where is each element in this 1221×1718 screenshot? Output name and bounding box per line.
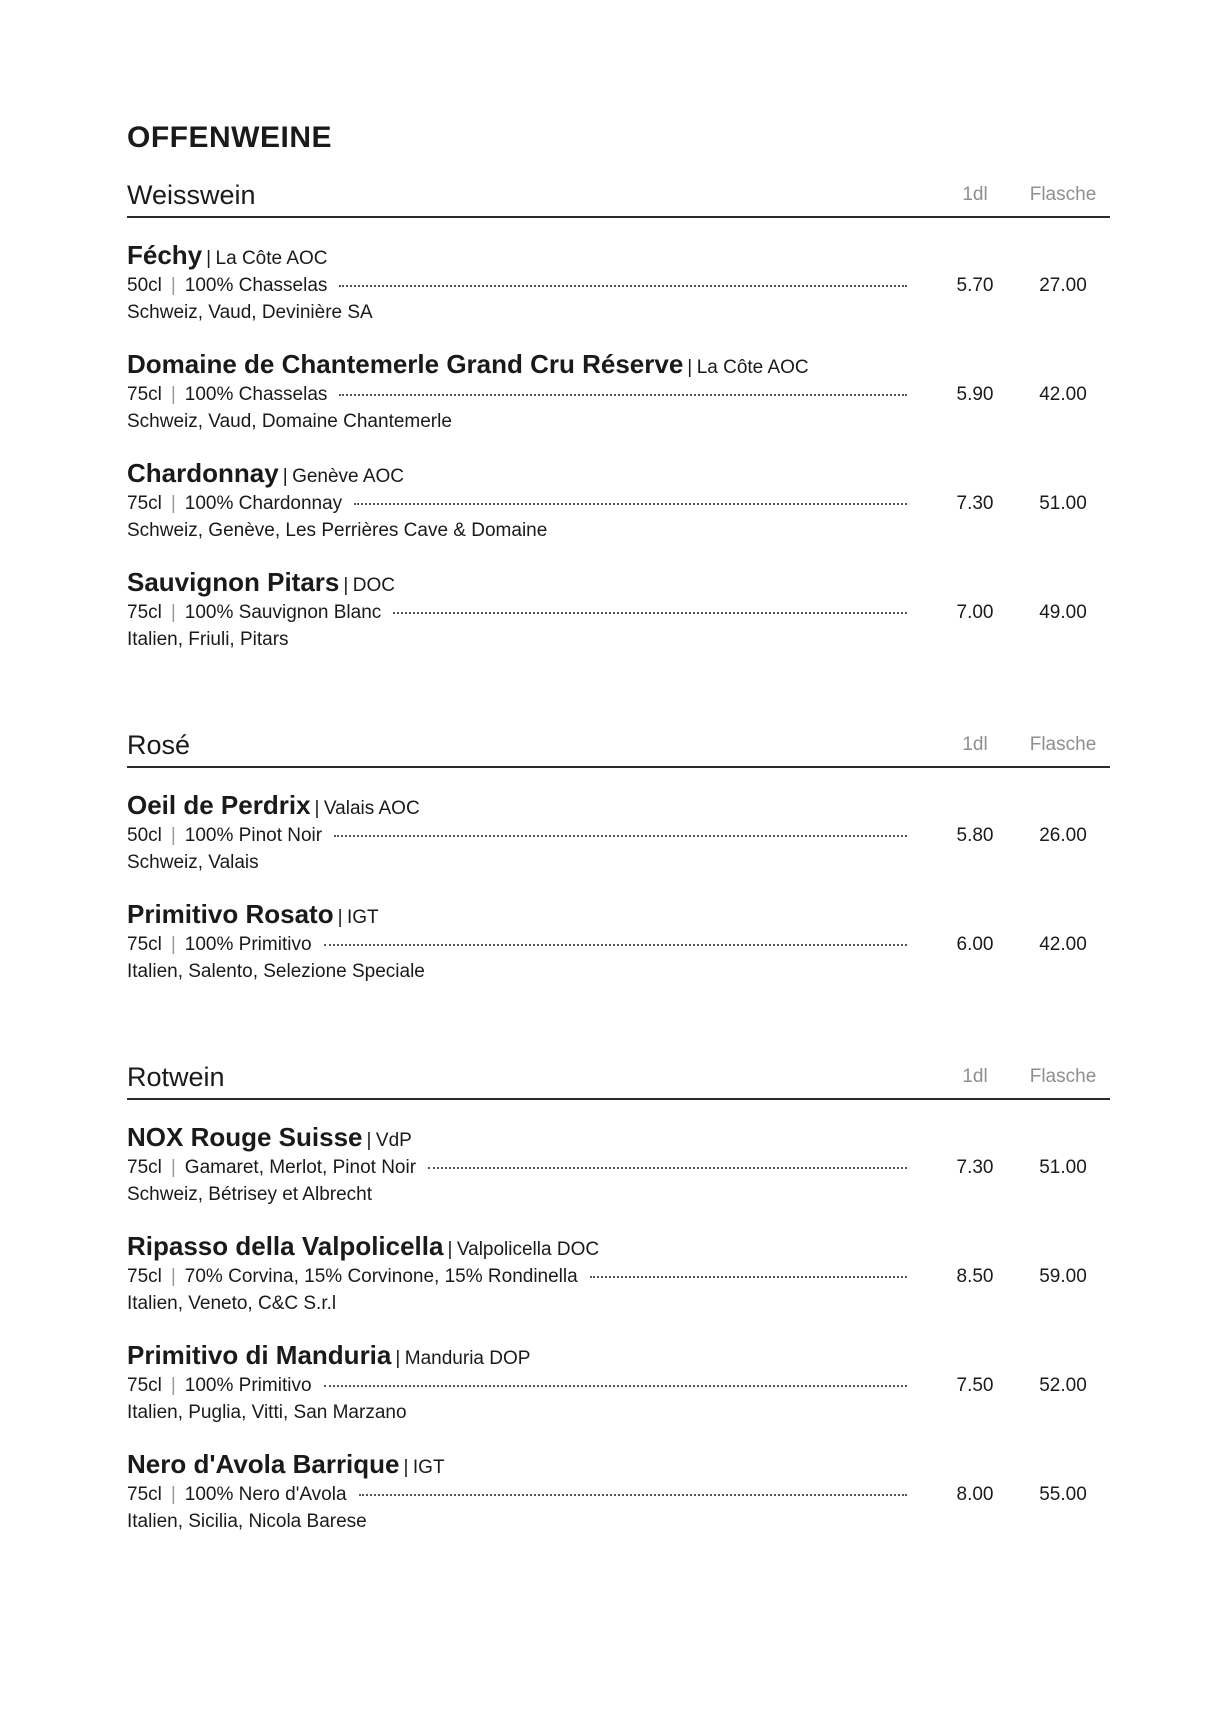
wine-appellation: IGT [346,907,379,928]
column-header-1dl: 1dl [962,734,988,755]
wine-volume: 50cl [127,275,162,296]
wine-volume: 75cl [127,1266,162,1287]
wine-name-line [127,1447,1110,1481]
wine-detail-left [127,599,907,626]
wine-detail-left [127,822,907,849]
price-flasche: 49.00 [1039,602,1087,623]
wine-entry [127,238,1110,347]
price-1dl: 8.50 [956,1266,994,1287]
wine-list [127,1100,1110,1556]
wine-detail-left [127,931,907,958]
column-header-flasche: Flasche [1029,1066,1097,1087]
wine-grapes: 70% Corvina, 15% Corvinone, 15% Rondinella [184,1266,578,1287]
price-1dl: 5.90 [956,384,994,405]
column-header-1dl: 1dl [962,184,988,205]
wine-name: Sauvignon Pitars [127,567,340,597]
wine-name-line [127,456,1110,490]
wine-appellation: VdP [375,1130,412,1151]
wine-volume: 75cl [127,384,162,405]
wine-grapes: Gamaret, Merlot, Pinot Noir [184,1157,417,1178]
wine-grapes: 100% Nero d'Avola [184,1484,347,1505]
wine-section [127,172,1110,674]
wine-appellation: Genève AOC [292,466,405,487]
wine-origin: Schweiz, Bétrisey et Albrecht [127,1184,372,1205]
wine-appellation: La Côte AOC [696,357,809,378]
wine-volume: 75cl [127,1157,162,1178]
price-1dl: 5.70 [956,275,994,296]
wine-volume: 50cl [127,825,162,846]
appellation-separator: | [282,466,288,487]
detail-separator: | [170,1266,176,1287]
wine-name-line [127,238,1110,272]
wine-origin: Schweiz, Vaud, Devinière SA [127,302,373,323]
price-1dl: 5.80 [956,825,994,846]
wine-name: Féchy [127,240,203,270]
wine-entry [127,1447,1110,1556]
wine-entry [127,347,1110,456]
price-flasche: 51.00 [1039,493,1087,514]
price-flasche: 51.00 [1039,1157,1087,1178]
wine-appellation: Manduria DOP [404,1348,531,1369]
wine-name-line [127,897,1110,931]
wine-name-line [127,347,1110,381]
wine-section [127,722,1110,1006]
wine-detail-left [127,272,907,299]
dot-leader [393,612,907,614]
wine-entry [127,897,1110,1006]
wine-appellation: Valpolicella DOC [456,1239,600,1260]
price-flasche: 26.00 [1039,825,1087,846]
detail-separator: | [170,1484,176,1505]
wine-detail-line [127,822,1110,849]
wine-detail-line [127,1263,1110,1290]
appellation-separator: | [403,1457,409,1478]
page-title: OFFENWEINE [127,121,332,154]
wine-detail-line [127,599,1110,626]
price-flasche: 27.00 [1039,275,1087,296]
column-header-1dl: 1dl [962,1066,988,1087]
wine-appellation: DOC [352,575,396,596]
wine-entry [127,788,1110,897]
dot-leader [354,503,907,505]
wine-entry [127,1229,1110,1338]
wine-name: Nero d'Avola Barrique [127,1449,400,1479]
wine-name: NOX Rouge Suisse [127,1122,363,1152]
price-1dl: 6.00 [956,934,994,955]
wine-name-line [127,1338,1110,1372]
wine-name-line [127,788,1110,822]
dot-leader [324,1385,907,1387]
price-1dl: 7.50 [956,1375,994,1396]
price-1dl: 8.00 [956,1484,994,1505]
detail-separator: | [170,384,176,405]
wine-grapes: 100% Primitivo [184,1375,312,1396]
wine-detail-line [127,272,1110,299]
wine-volume: 75cl [127,934,162,955]
wine-entry [127,1120,1110,1229]
detail-separator: | [170,275,176,296]
wine-name: Chardonnay [127,458,279,488]
wine-menu-page [127,118,1110,1556]
column-header-flasche: Flasche [1029,184,1097,205]
section-title: Weisswein [127,180,256,210]
dot-leader [324,944,907,946]
wine-appellation: IGT [412,1457,445,1478]
appellation-separator: | [343,575,349,596]
wine-grapes: 100% Chasselas [184,384,328,405]
dot-leader [428,1167,907,1169]
section-header [127,1054,1110,1100]
wine-detail-line [127,381,1110,408]
wine-list [127,768,1110,1006]
wine-detail-line [127,1481,1110,1508]
detail-separator: | [170,1375,176,1396]
wine-grapes: 100% Sauvignon Blanc [184,602,382,623]
wine-entry [127,565,1110,674]
wine-volume: 75cl [127,1375,162,1396]
dot-leader [590,1276,907,1278]
wine-origin: Italien, Sicilia, Nicola Barese [127,1511,367,1532]
wine-volume: 75cl [127,493,162,514]
section-title: Rosé [127,730,191,760]
wine-origin: Schweiz, Genève, Les Perrières Cave & Domaine [127,520,548,541]
wine-detail-line [127,1154,1110,1181]
price-flasche: 52.00 [1039,1375,1087,1396]
appellation-separator: | [314,798,320,819]
wine-name-line [127,565,1110,599]
wine-origin: Italien, Salento, Selezione Speciale [127,961,425,982]
wine-origin: Italien, Veneto, C&C S.r.l [127,1293,337,1314]
appellation-separator: | [366,1130,372,1151]
wine-section [127,1054,1110,1556]
section-header [127,722,1110,768]
column-header-flasche: Flasche [1029,734,1097,755]
wine-origin: Schweiz, Vaud, Domaine Chantemerle [127,411,452,432]
wine-name: Primitivo di Manduria [127,1340,392,1370]
section-header [127,172,1110,218]
wine-grapes: 100% Pinot Noir [184,825,323,846]
dot-leader [339,394,907,396]
appellation-separator: | [206,248,212,269]
appellation-separator: | [337,907,343,928]
wine-detail-left [127,381,907,408]
detail-separator: | [170,602,176,623]
detail-separator: | [170,934,176,955]
dot-leader [334,835,907,837]
appellation-separator: | [395,1348,401,1369]
wine-detail-left [127,1263,907,1290]
wine-grapes: 100% Chasselas [184,275,328,296]
appellation-separator: | [687,357,693,378]
wine-name-line [127,1229,1110,1263]
wine-detail-line [127,1372,1110,1399]
wine-name: Ripasso della Valpolicella [127,1231,444,1261]
price-flasche: 59.00 [1039,1266,1087,1287]
appellation-separator: | [447,1239,453,1260]
wine-origin: Schweiz, Valais [127,852,259,873]
wine-entry [127,456,1110,565]
dot-leader [359,1494,907,1496]
wine-detail-left [127,1154,907,1181]
wine-volume: 75cl [127,1484,162,1505]
wine-list [127,218,1110,674]
wine-origin: Italien, Friuli, Pitars [127,629,289,650]
wine-name-line [127,1120,1110,1154]
wine-detail-line [127,490,1110,517]
detail-separator: | [170,825,176,846]
price-1dl: 7.30 [956,1157,994,1178]
price-flasche: 55.00 [1039,1484,1087,1505]
price-flasche: 42.00 [1039,934,1087,955]
wine-detail-line [127,931,1110,958]
wine-volume: 75cl [127,602,162,623]
wine-grapes: 100% Primitivo [184,934,312,955]
detail-separator: | [170,1157,176,1178]
wine-detail-left [127,1372,907,1399]
wine-name: Primitivo Rosato [127,899,334,929]
wine-appellation: Valais AOC [323,798,420,819]
wine-detail-left [127,490,907,517]
wine-origin: Italien, Puglia, Vitti, San Marzano [127,1402,407,1423]
detail-separator: | [170,493,176,514]
wine-entry [127,1338,1110,1447]
dot-leader [339,285,907,287]
wine-name: Domaine de Chantemerle Grand Cru Réserve [127,349,684,379]
wine-name: Oeil de Perdrix [127,790,311,820]
wine-grapes: 100% Chardonnay [184,493,343,514]
price-flasche: 42.00 [1039,384,1087,405]
wine-appellation: La Côte AOC [215,248,328,269]
section-title: Rotwein [127,1062,225,1092]
price-1dl: 7.00 [956,602,994,623]
price-1dl: 7.30 [956,493,994,514]
wine-detail-left [127,1481,907,1508]
sections-container [127,172,1110,1556]
